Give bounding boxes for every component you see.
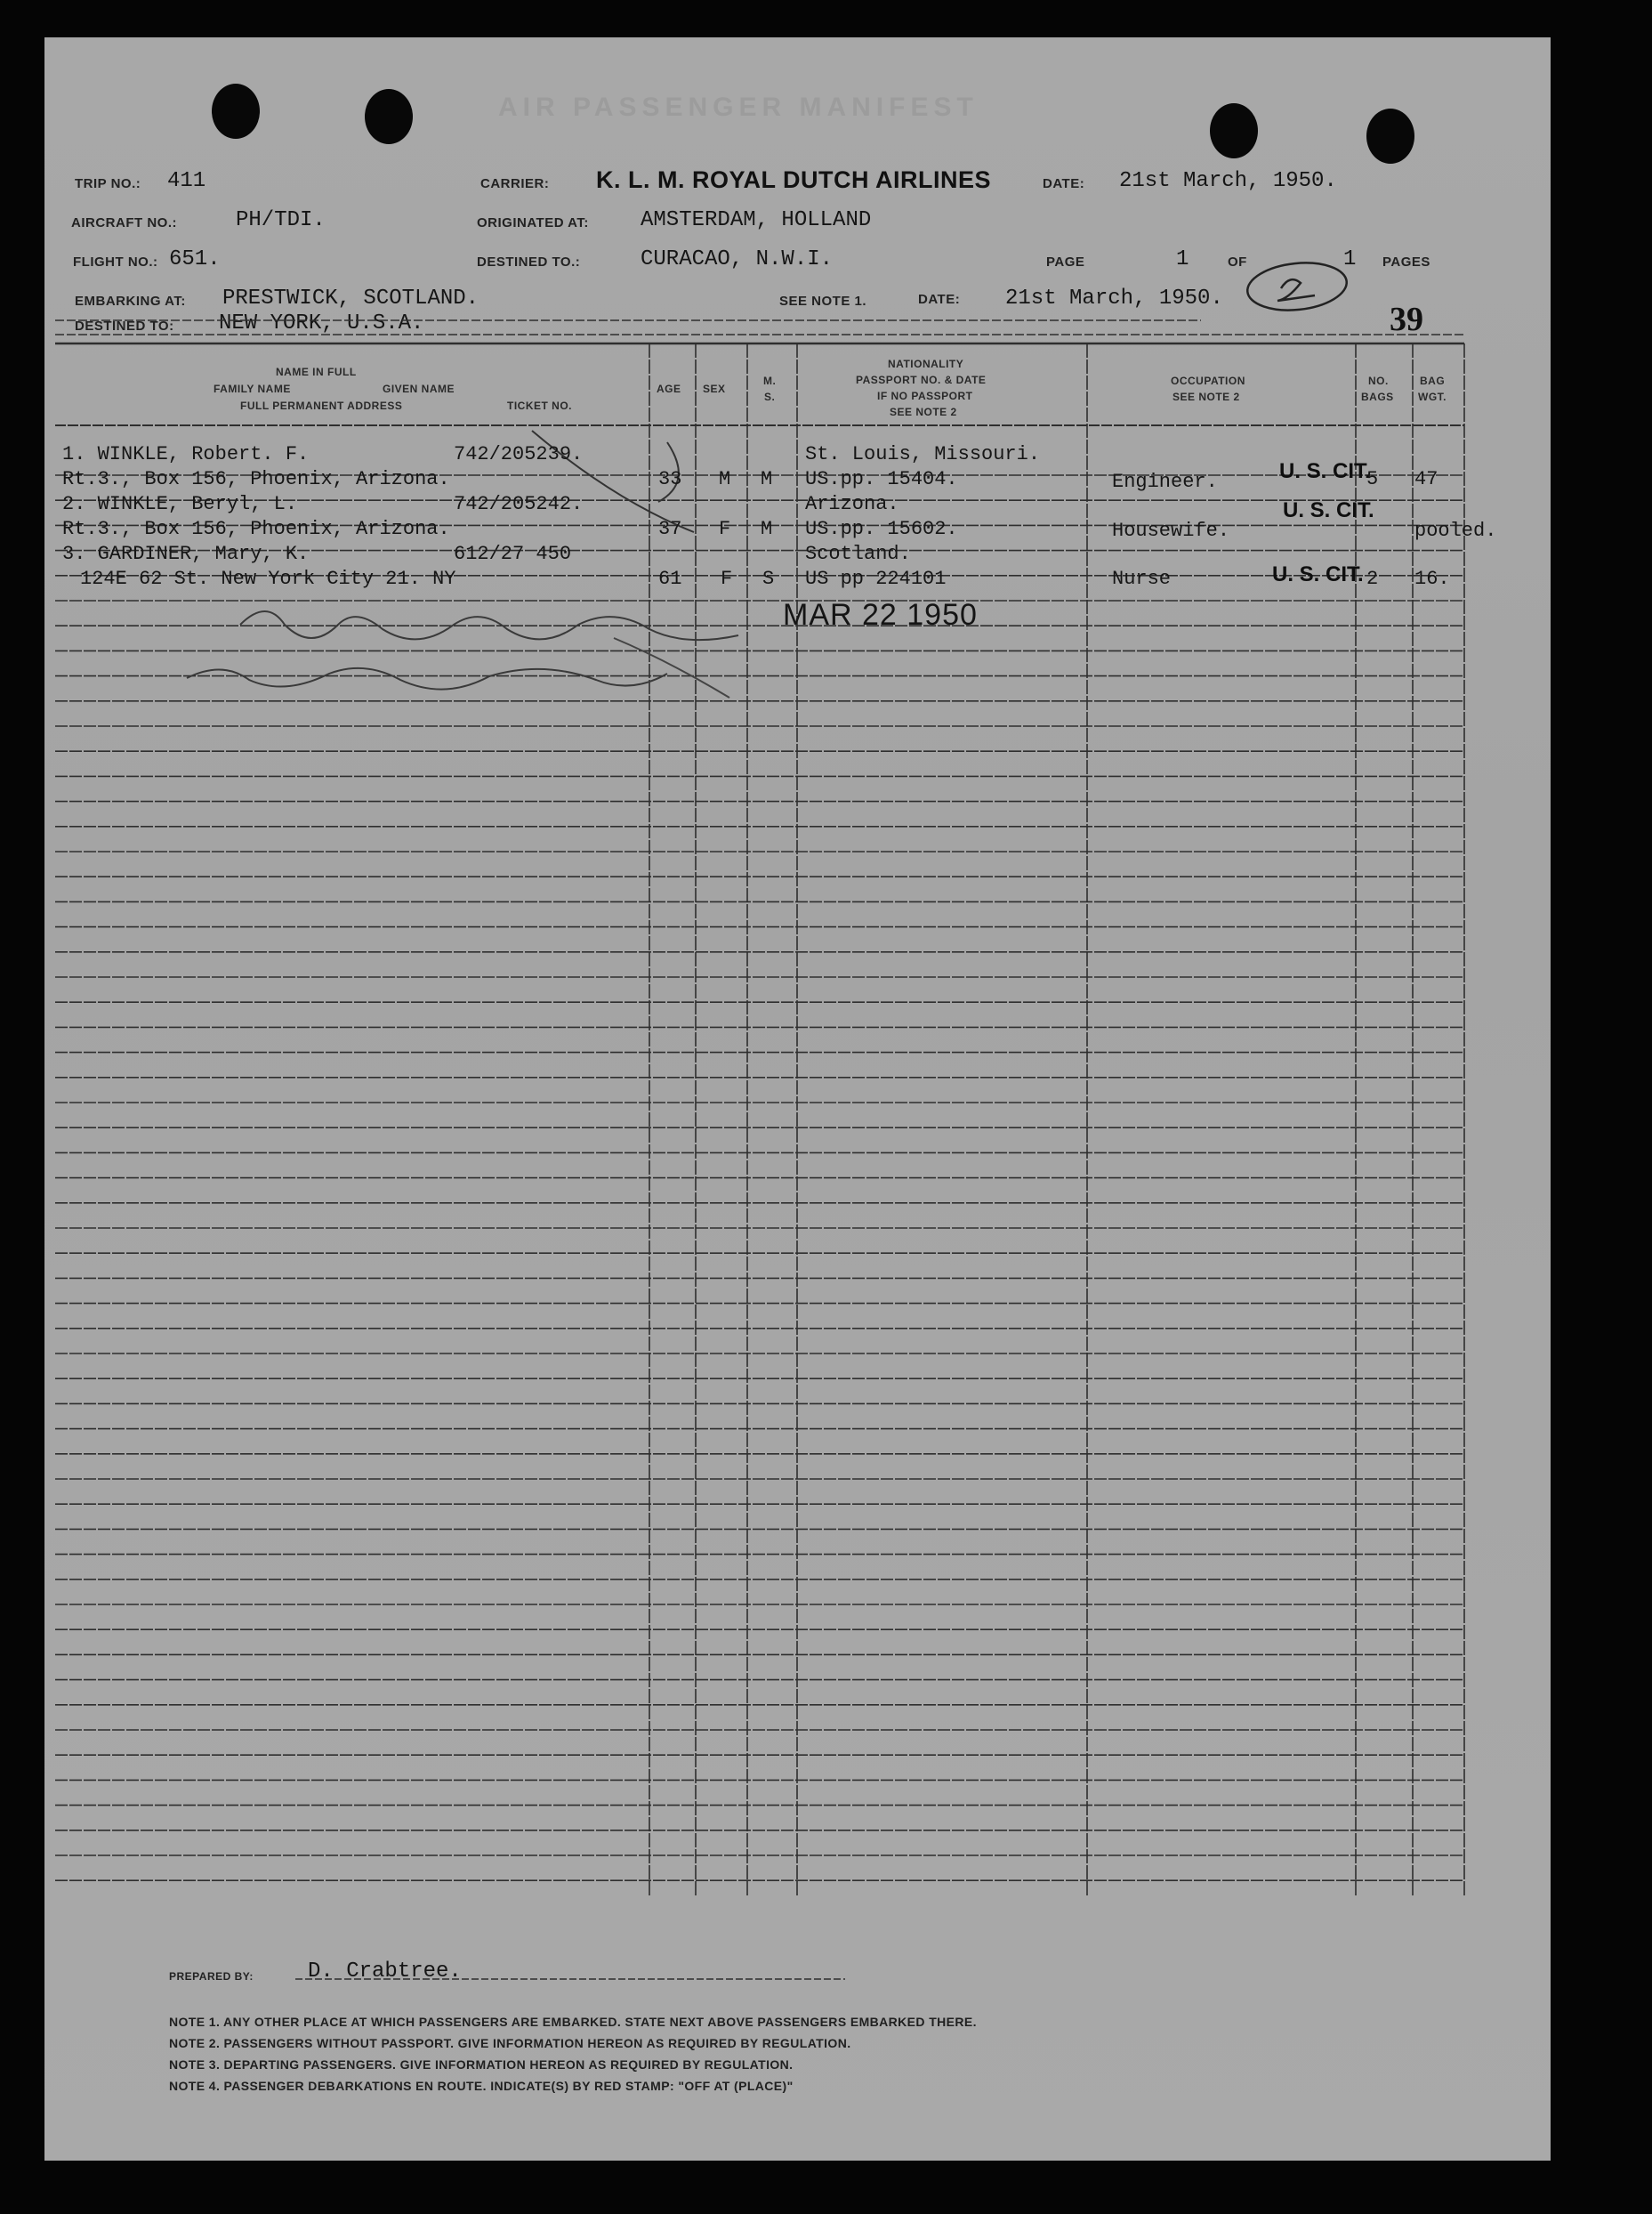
- passenger-name: 3. GARDINER, Mary, K.: [62, 543, 310, 565]
- col-wgt-line2: WGT.: [1418, 391, 1447, 403]
- passenger-sex: F: [721, 568, 733, 590]
- col-occupation-line2: SEE NOTE 2: [1173, 391, 1240, 403]
- citizen-stamp: U. S. CIT.: [1279, 459, 1371, 483]
- date2-label: DATE:: [918, 292, 961, 307]
- passenger-name: 1. WINKLE, Robert. F.: [62, 443, 310, 465]
- citizen-stamp: U. S. CIT.: [1272, 562, 1364, 586]
- citizen-stamp: U. S. CIT.: [1283, 498, 1374, 522]
- passenger-occupation: Nurse: [1112, 568, 1172, 590]
- col-bags-line2: BAGS: [1361, 391, 1394, 403]
- passenger-address: Rt.3., Box 156, Phoenix, Arizona.: [62, 468, 450, 490]
- passenger-passport: US.pp. 15602.: [805, 518, 958, 540]
- prepared-value: D. Crabtree.: [308, 1959, 462, 1984]
- aircraft-label: AIRCRAFT NO.:: [71, 215, 177, 230]
- col-age: AGE: [657, 383, 681, 395]
- trip-label: TRIP NO.:: [75, 176, 141, 191]
- col-sex: SEX: [703, 383, 726, 395]
- carrier-label: CARRIER:: [480, 176, 550, 191]
- passenger-sex: M: [719, 468, 731, 490]
- handwritten-annotation: [187, 668, 667, 690]
- destined-label: DESTINED TO.:: [477, 255, 581, 270]
- col-nat-line4: SEE NOTE 2: [890, 406, 957, 418]
- trip-value: 411: [167, 169, 206, 193]
- serial-number: 39: [1390, 301, 1423, 338]
- passenger-weight: 16.: [1414, 568, 1450, 590]
- col-occupation-line1: OCCUPATION: [1171, 375, 1245, 387]
- passenger-passport: US.pp. 15404.: [805, 468, 958, 490]
- passenger-address: 124E 62 St. New York City 21. NY: [80, 568, 456, 590]
- passenger-weight: pooled.: [1414, 520, 1497, 542]
- manifest-grid: [44, 37, 1551, 2161]
- passenger-name: 2. WINKLE, Beryl, L.: [62, 493, 298, 515]
- destined-value: CURACAO, N.W.I.: [641, 247, 834, 271]
- date-value: 21st March, 1950.: [1119, 169, 1337, 193]
- col-name-family: FAMILY NAME: [214, 383, 291, 395]
- passenger-marital: M: [761, 468, 773, 490]
- pages-label: PAGES: [1382, 255, 1430, 270]
- passenger-passport: US pp 224101: [805, 568, 947, 590]
- of-label: OF: [1228, 255, 1247, 270]
- passenger-address: Rt.3., Box 156, Phoenix, Arizona.: [62, 518, 450, 540]
- passenger-nationality: Scotland.: [805, 543, 911, 565]
- page-label: PAGE: [1046, 255, 1085, 270]
- passenger-marital: M: [761, 518, 773, 540]
- col-wgt-line1: BAG: [1420, 375, 1446, 387]
- passenger-occupation: Housewife.: [1112, 520, 1230, 542]
- passenger-occupation: Engineer.: [1112, 471, 1218, 493]
- date-label: DATE:: [1043, 176, 1085, 191]
- embarking-label: EMBARKING AT:: [75, 294, 186, 309]
- footnote-3: NOTE 3. DEPARTING PASSENGERS. GIVE INFORMATION HEREON AS REQUIRED BY REGULATION.: [169, 2057, 794, 2072]
- manifest-page: [44, 37, 1551, 2161]
- prepared-label: PREPARED BY:: [169, 1970, 254, 1983]
- passenger-nationality: Arizona.: [805, 493, 899, 515]
- passenger-sex: F: [719, 518, 731, 540]
- col-name-address: FULL PERMANENT ADDRESS: [240, 400, 403, 412]
- col-bags-line1: NO.: [1368, 375, 1389, 387]
- handwritten-2: [1277, 279, 1315, 301]
- passenger-age: 37: [658, 518, 682, 540]
- passenger-bags: 5: [1366, 468, 1379, 490]
- destined2-label: DESTINED TO:: [75, 319, 174, 334]
- page-value: 1: [1176, 247, 1189, 271]
- pen-stroke: [614, 638, 729, 698]
- passenger-bags: 2: [1366, 568, 1379, 590]
- flight-value: 651.: [169, 247, 221, 271]
- destined2-value: NEW YORK, U.S.A.: [219, 311, 424, 335]
- originated-label: ORIGINATED AT:: [477, 215, 589, 230]
- passenger-weight: 47: [1414, 468, 1438, 490]
- col-nat-line3: IF NO PASSPORT: [877, 390, 973, 402]
- carrier-value: K. L. M. ROYAL DUTCH AIRLINES: [596, 166, 992, 193]
- col-nat-line1: NATIONALITY: [888, 358, 964, 370]
- of-value: 1: [1343, 247, 1357, 271]
- col-ms-line2: S.: [764, 391, 776, 403]
- footnote-1: NOTE 1. ANY OTHER PLACE AT WHICH PASSENGERS ARE EMBARKED. STATE NEXT ABOVE PASSENGERS EMBARKED THERE.: [169, 2015, 977, 2029]
- col-ticket: TICKET NO.: [507, 400, 572, 412]
- footnote-4: NOTE 4. PASSENGER DEBARKATIONS EN ROUTE. INDICATE(S) BY RED STAMP: "OFF AT (PLACE)": [169, 2079, 794, 2093]
- col-ms-line1: M.: [763, 375, 777, 387]
- date2-value: 21st March, 1950.: [1005, 287, 1223, 311]
- originated-value: AMSTERDAM, HOLLAND: [641, 208, 872, 232]
- passenger-ticket: 742/205242.: [454, 493, 584, 515]
- col-nat-line2: PASSPORT NO. & DATE: [856, 374, 987, 386]
- col-name-line1: NAME IN FULL: [276, 366, 357, 378]
- see-note-label: SEE NOTE 1.: [779, 294, 867, 309]
- passenger-ticket: 742/205239.: [454, 443, 584, 465]
- footnote-2: NOTE 2. PASSENGERS WITHOUT PASSPORT. GIVE INFORMATION HEREON AS REQUIRED BY REGULATION.: [169, 2036, 851, 2050]
- passenger-nationality: St. Louis, Missouri.: [805, 443, 1041, 465]
- aircraft-value: PH/TDI.: [236, 208, 326, 232]
- passenger-ticket: 612/27 450: [454, 543, 572, 565]
- passenger-age: 33: [658, 468, 682, 490]
- form-title: AIR PASSENGER MANIFEST: [498, 93, 979, 122]
- passenger-marital: S: [762, 568, 775, 590]
- received-date-stamp: MAR 22 1950: [783, 598, 978, 632]
- col-name-given: GIVEN NAME: [383, 383, 455, 395]
- passenger-age: 61: [658, 568, 682, 590]
- embarking-value: PRESTWICK, SCOTLAND.: [222, 287, 479, 311]
- flight-label: FLIGHT NO.:: [73, 255, 158, 270]
